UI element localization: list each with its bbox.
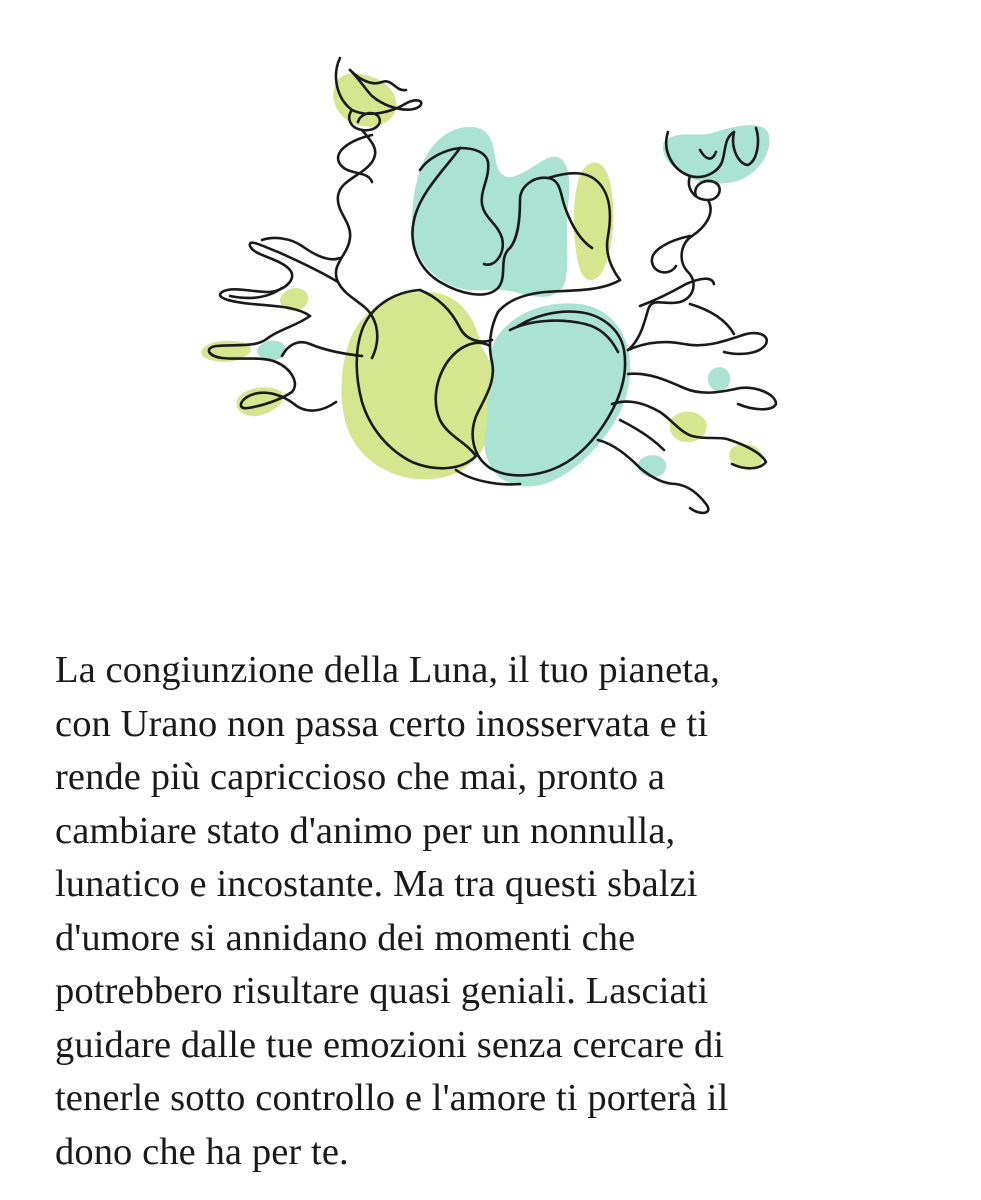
upper-teal-blob <box>412 127 569 297</box>
left-leg-blob-2 <box>257 341 286 361</box>
right-leg-blob-1 <box>708 367 730 391</box>
horoscope-paragraph: La congiunzione della Luna, il tuo pianeta, con Urano non passa certo inosservata e ti rende più capriccioso che mai, pronto a cambiare stato d'animo per un nonnulla, lunatico e incostante. Ma tra questi sbalzi d'umore si annidano dei momenti che potrebbero risultare quasi geniali. Lasciati guidare dalle tue emozioni senza cercare di tenerle sotto controllo e l'amore ti porterà il dono che ha per te. <box>55 649 729 1173</box>
upper-green-blob <box>574 162 614 280</box>
cancer-crab-illustration <box>190 40 790 530</box>
right-leg-blob-3 <box>638 455 666 477</box>
color-blobs <box>201 74 769 487</box>
right-body-blob <box>484 303 630 486</box>
cancer-crab-line-art-icon <box>190 40 790 530</box>
